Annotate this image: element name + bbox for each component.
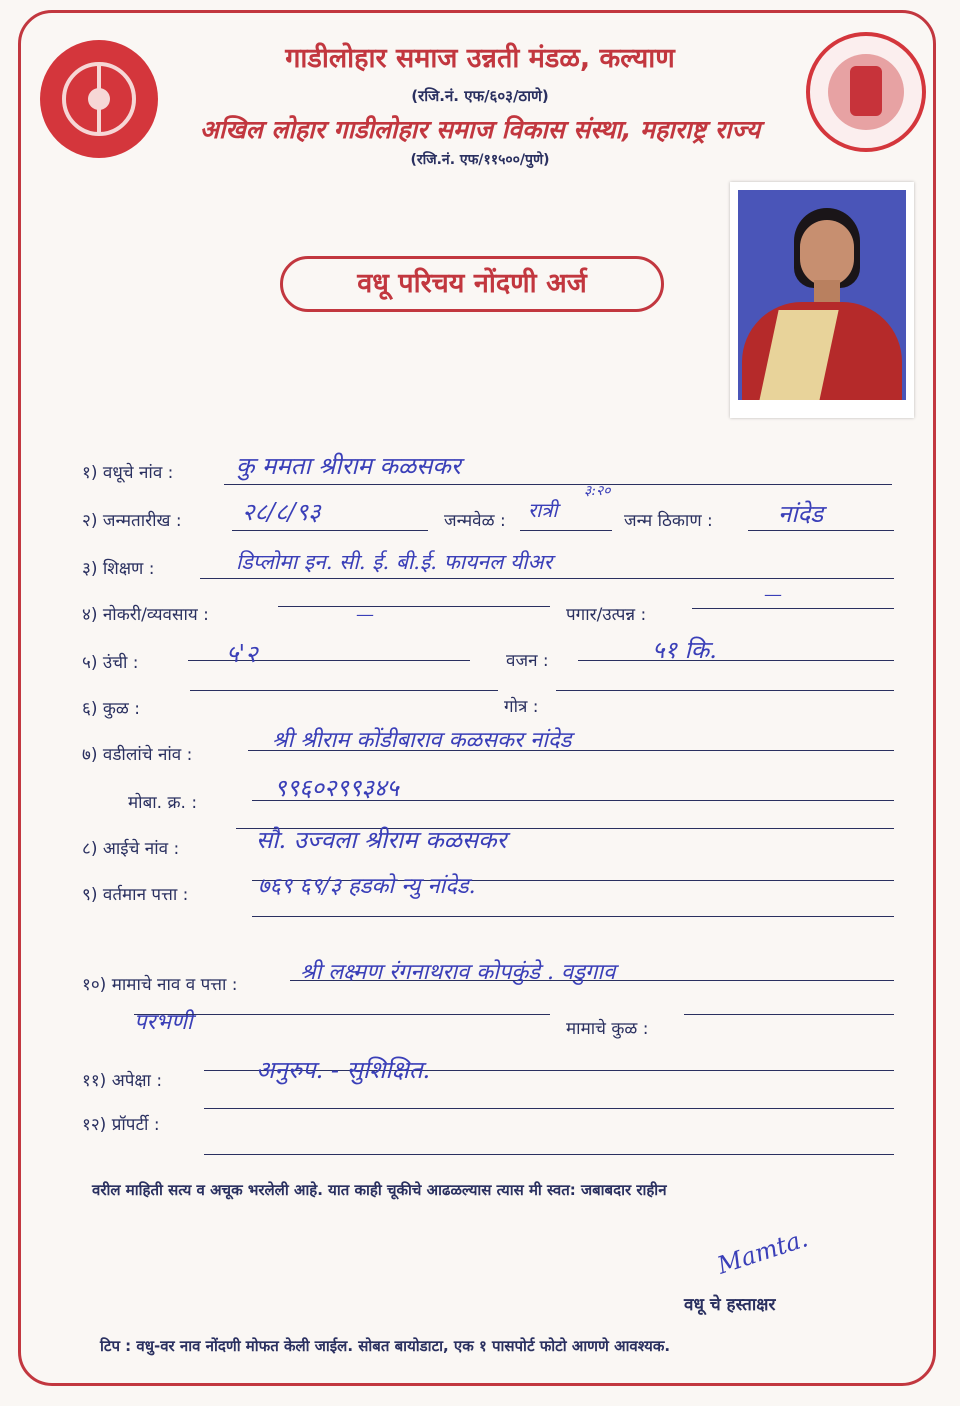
passport-photo bbox=[730, 182, 914, 418]
field-birth-time-value: रात्री bbox=[528, 498, 558, 522]
field-education-value: डिप्लोमा इन. सी. ई. बी.ई. फायनल यीअर bbox=[236, 550, 553, 574]
field-height-value: ५'२ bbox=[226, 640, 258, 668]
field-birth-place-line bbox=[748, 530, 894, 531]
left-seal-logo bbox=[40, 40, 158, 158]
sanstha-name: अखिल लोहार गाडीलोहार समाज विकास संस्था, महाराष्ट्र राज्य bbox=[199, 115, 761, 144]
field-mama-kul-line bbox=[684, 1014, 894, 1015]
field-salary-label: पगार/उत्पन्न : bbox=[566, 605, 647, 625]
field-birth-time-label: जन्मवेळ : bbox=[444, 511, 506, 531]
field-property-line-2 bbox=[204, 1154, 894, 1155]
field-education-line bbox=[200, 578, 894, 579]
sanstha-registration: (रजि.नं. एफ/११५००/पुणे) bbox=[410, 152, 550, 168]
field-occupation-label: ४) नोकरी/व्यवसाय : bbox=[82, 605, 209, 625]
field-mama-value: श्री लक्ष्मण रंगनाथराव कोपकुंडे . वडुगाव bbox=[300, 960, 616, 985]
field-property-label: १२) प्रॉपर्टी : bbox=[82, 1115, 160, 1135]
field-salary-line bbox=[692, 608, 894, 609]
field-gotra-label: गोत्र : bbox=[504, 697, 539, 717]
field-birth-time-note: ३:२० bbox=[584, 483, 611, 499]
field-mobile-label: मोबा. क्र. : bbox=[128, 793, 198, 813]
field-dob-label: २) जन्मतारीख : bbox=[82, 511, 182, 531]
field-height-label: ५) उंची : bbox=[82, 653, 139, 673]
footer-note: टिप : वधु-वर नाव नोंदणी मोफत केली जाईल. सोबत बायोडाटा, एक १ पासपोर्ट फोटो आणणे आवश्यक. bbox=[100, 1337, 671, 1355]
field-mama-value-2: परभणी bbox=[134, 1010, 193, 1035]
org-registration: (रजि.नं. एफ/६०३/ठाणे) bbox=[411, 87, 549, 105]
field-mama-line-2 bbox=[134, 1014, 550, 1015]
field-address-label: ९) वर्तमान पत्ता : bbox=[82, 885, 189, 905]
field-father-name-label: ७) वडीलांचे नांव : bbox=[82, 745, 193, 765]
field-property-line bbox=[204, 1108, 894, 1109]
field-salary-value: — bbox=[764, 584, 782, 605]
signature-label: वधू चे हस्ताक्षर bbox=[684, 1295, 776, 1315]
field-bride-name-value: कु ममता श्रीराम कळसकर bbox=[236, 452, 461, 480]
field-mother-name-value: सौ. उज्वला श्रीराम कळसकर bbox=[256, 826, 507, 854]
field-address-line-2 bbox=[252, 916, 894, 917]
field-education-label: ३) शिक्षण : bbox=[82, 559, 155, 579]
bride-signature: Mamta. bbox=[713, 1224, 812, 1280]
field-address-value: ७६९ ६९/३ हडको न्यु नांदेड. bbox=[258, 874, 476, 899]
field-expectation-label: ११) अपेक्षा : bbox=[82, 1071, 163, 1091]
field-weight-line bbox=[578, 660, 894, 661]
field-weight-value: ५१ कि. bbox=[652, 636, 717, 664]
field-birth-place-label: जन्म ठिकाण : bbox=[624, 511, 713, 531]
field-father-name-value: श्री श्रीराम कोंडीबाराव कळसकर नांदेड bbox=[272, 728, 572, 753]
field-expectation-value: अनुरुप. - सुशिक्षित. bbox=[256, 1056, 431, 1084]
field-birth-time-line bbox=[520, 530, 612, 531]
field-mobile-value: ९९६०२९९३४५ bbox=[274, 774, 399, 802]
field-weight-label: वजन : bbox=[506, 651, 549, 671]
field-mama-kul-label: मामाचे कुळ : bbox=[566, 1019, 649, 1039]
field-mama-label: १०) मामाचे नाव व पत्ता : bbox=[82, 975, 238, 995]
field-occupation-line bbox=[278, 606, 550, 607]
field-birth-place-value: नांदेड bbox=[778, 500, 824, 528]
field-mother-name-label: ८) आईचे नांव : bbox=[82, 839, 180, 859]
declaration-text: वरील माहिती सत्य व अचूक भरलेली आहे. यात काही चूकीचे आढळल्यास त्यास मी स्वत: जबाबदार राहीन bbox=[92, 1181, 667, 1199]
field-kul-line bbox=[190, 690, 498, 691]
field-bride-name-label: १) वधूचे नांव : bbox=[82, 463, 174, 483]
field-kul-label: ६) कुळ : bbox=[82, 699, 140, 719]
field-bride-name-line bbox=[224, 484, 892, 485]
form-title: वधू परिचय नोंदणी अर्ज bbox=[280, 256, 664, 312]
org-name: गाडीलोहार समाज उन्नती मंडळ, कल्याण bbox=[285, 43, 675, 74]
field-occupation-value: — bbox=[356, 604, 374, 625]
right-seal-logo bbox=[806, 32, 926, 152]
field-gotra-line bbox=[556, 690, 894, 691]
field-dob-value: २८/८/९३ bbox=[242, 498, 321, 526]
field-dob-line bbox=[232, 530, 428, 531]
